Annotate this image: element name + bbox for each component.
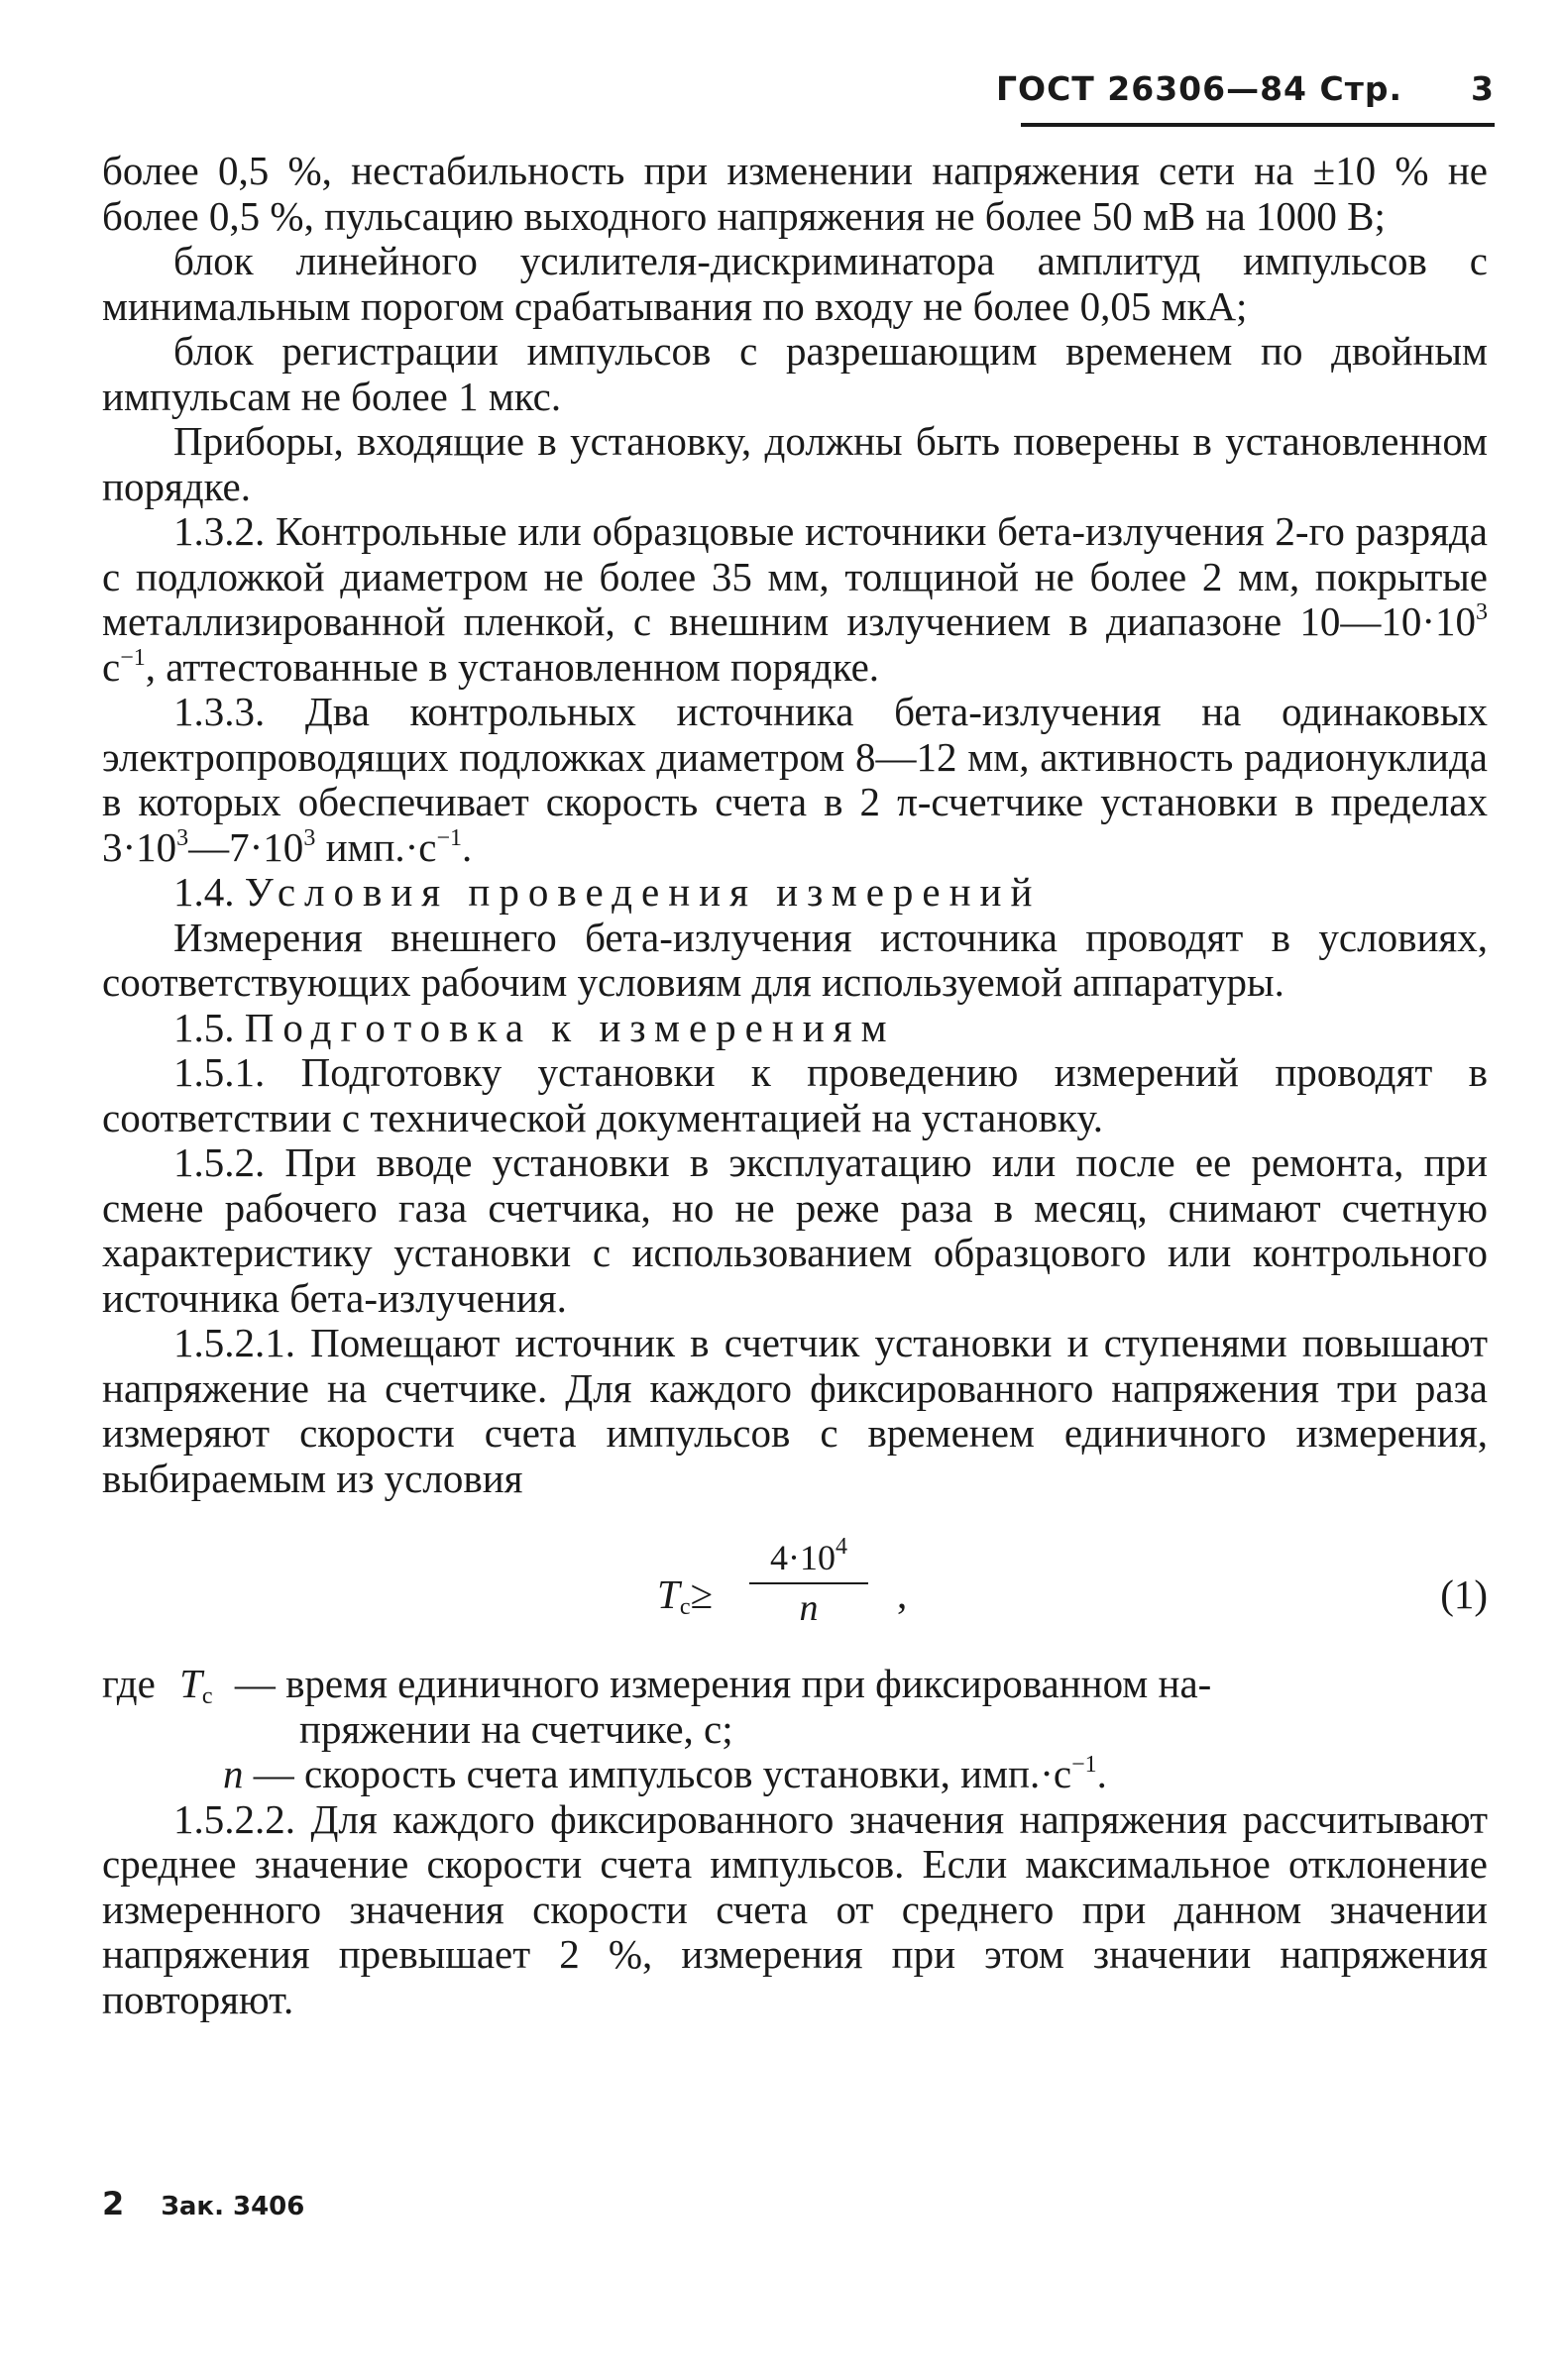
footer-number: 2 xyxy=(102,2185,125,2222)
page-header xyxy=(996,69,1495,108)
paragraph: 1.5.1. Подготовку установки к проведению измерений проводят в соответствии с технической документацией на установку. xyxy=(102,1049,1488,1140)
paragraph: 1.5.2.2. Для каждого фиксированного значения напряжения рассчитывают среднее значение скорости счета импульсов. Если максимальное отклонение измеренного значения скорости счета от среднего при данном значении напряжения превышает 2 %, измерения при этом значении напряжения повторяют. xyxy=(102,1795,1488,2022)
header-page-label: Стр. xyxy=(1319,69,1403,108)
paragraph: блок регистрации импульсов с разрешающим временем по двойным импульсам не более 1 мкс. xyxy=(102,328,1488,419)
header-page-number: 3 xyxy=(1471,69,1495,108)
body-text xyxy=(102,149,1488,2022)
paragraph-1-3-3: 1.3.3. Два контрольных источника бета-излучения на одинаковых электропроводящих подложках диаметром 8—12 мм, активность радионуклида в которых обеспечивает скорость счета в 2 π-счетчике установки в пределах $3\cdot 10^3—7\cdot 10^3$ $имп.\cdot с^{-1}$. xyxy=(102,689,1488,870)
page-footer xyxy=(102,2185,304,2222)
paragraph: 1.5.2.1. Помещают источник в счетчик установки и ступенями повышают напряжение на счетчике. Для каждого фиксированного напряжения три раза измеряют скорости счета импульсов с временем единичного измерения, выбираемым из условия xyxy=(102,1320,1488,1501)
header-standard: ГОСТ 26306—84 xyxy=(995,69,1308,108)
paragraph: более 0,5 %, нестабильность при изменении напряжения сети на ±10 % не более 0,5 %, пульсацию выходного напряжения не более 50 мВ на 1000 В; xyxy=(102,148,1488,239)
footer-order: Зак. 3406 xyxy=(161,2192,305,2221)
section-heading-1-5: 1.5. Подготовка к измерениям xyxy=(173,1004,896,1050)
header-rule xyxy=(1021,123,1495,127)
paragraph: блок линейного усилителя-дискриминатора амплитуд импульсов с минимальным порогом срабатывания по входу не более 0,05 мкА; xyxy=(102,238,1488,329)
formula-1: $T_c\ge$ $\frac{4\cdot 10^4}{n}$ , (1) xyxy=(657,1534,1488,1629)
paragraph: Приборы, входящие в установку, должны быть поверены в установленном порядке. xyxy=(102,418,1488,509)
paragraph-1-3-2: 1.3.2. Контрольные или образцовые источники бета-излучения 2-го разряда с подложкой диаметром не более 35 мм, толщиной не более 2 мм, покрытые металлизированной пленкой, с внешним излучением в диапазоне $10—10\cdot 10^3$ $с^{-1}$, аттестованные в установленном порядке. xyxy=(102,508,1488,690)
equation-number: (1) xyxy=(1440,1571,1488,1617)
section-heading-1-4: 1.4. Условия проведения измерений xyxy=(173,869,1042,915)
formula-fraction: $\frac{4\cdot 10^4}{n}$ xyxy=(749,1537,868,1630)
paragraph: Измерения внешнего бета-излучения источника проводят в условиях, соответствующих рабочим условиям для используемой аппаратуры. xyxy=(102,914,1488,1005)
paragraph: 1.5.2. При вводе установки в эксплуатацию или после ее ремонта, при смене рабочего газа счетчика, но не реже раза в месяц, снимают счетную характеристику установки с использованием образцового или контрольного источника бета-излучения. xyxy=(102,1139,1488,1321)
variable-definitions: где $T_c$ — время единичного измерения при фиксированном на- пряжении на счетчике, с; n — скорость счета импульсов установки, $имп.\cdot с^{-1}$. xyxy=(102,1661,1212,1796)
